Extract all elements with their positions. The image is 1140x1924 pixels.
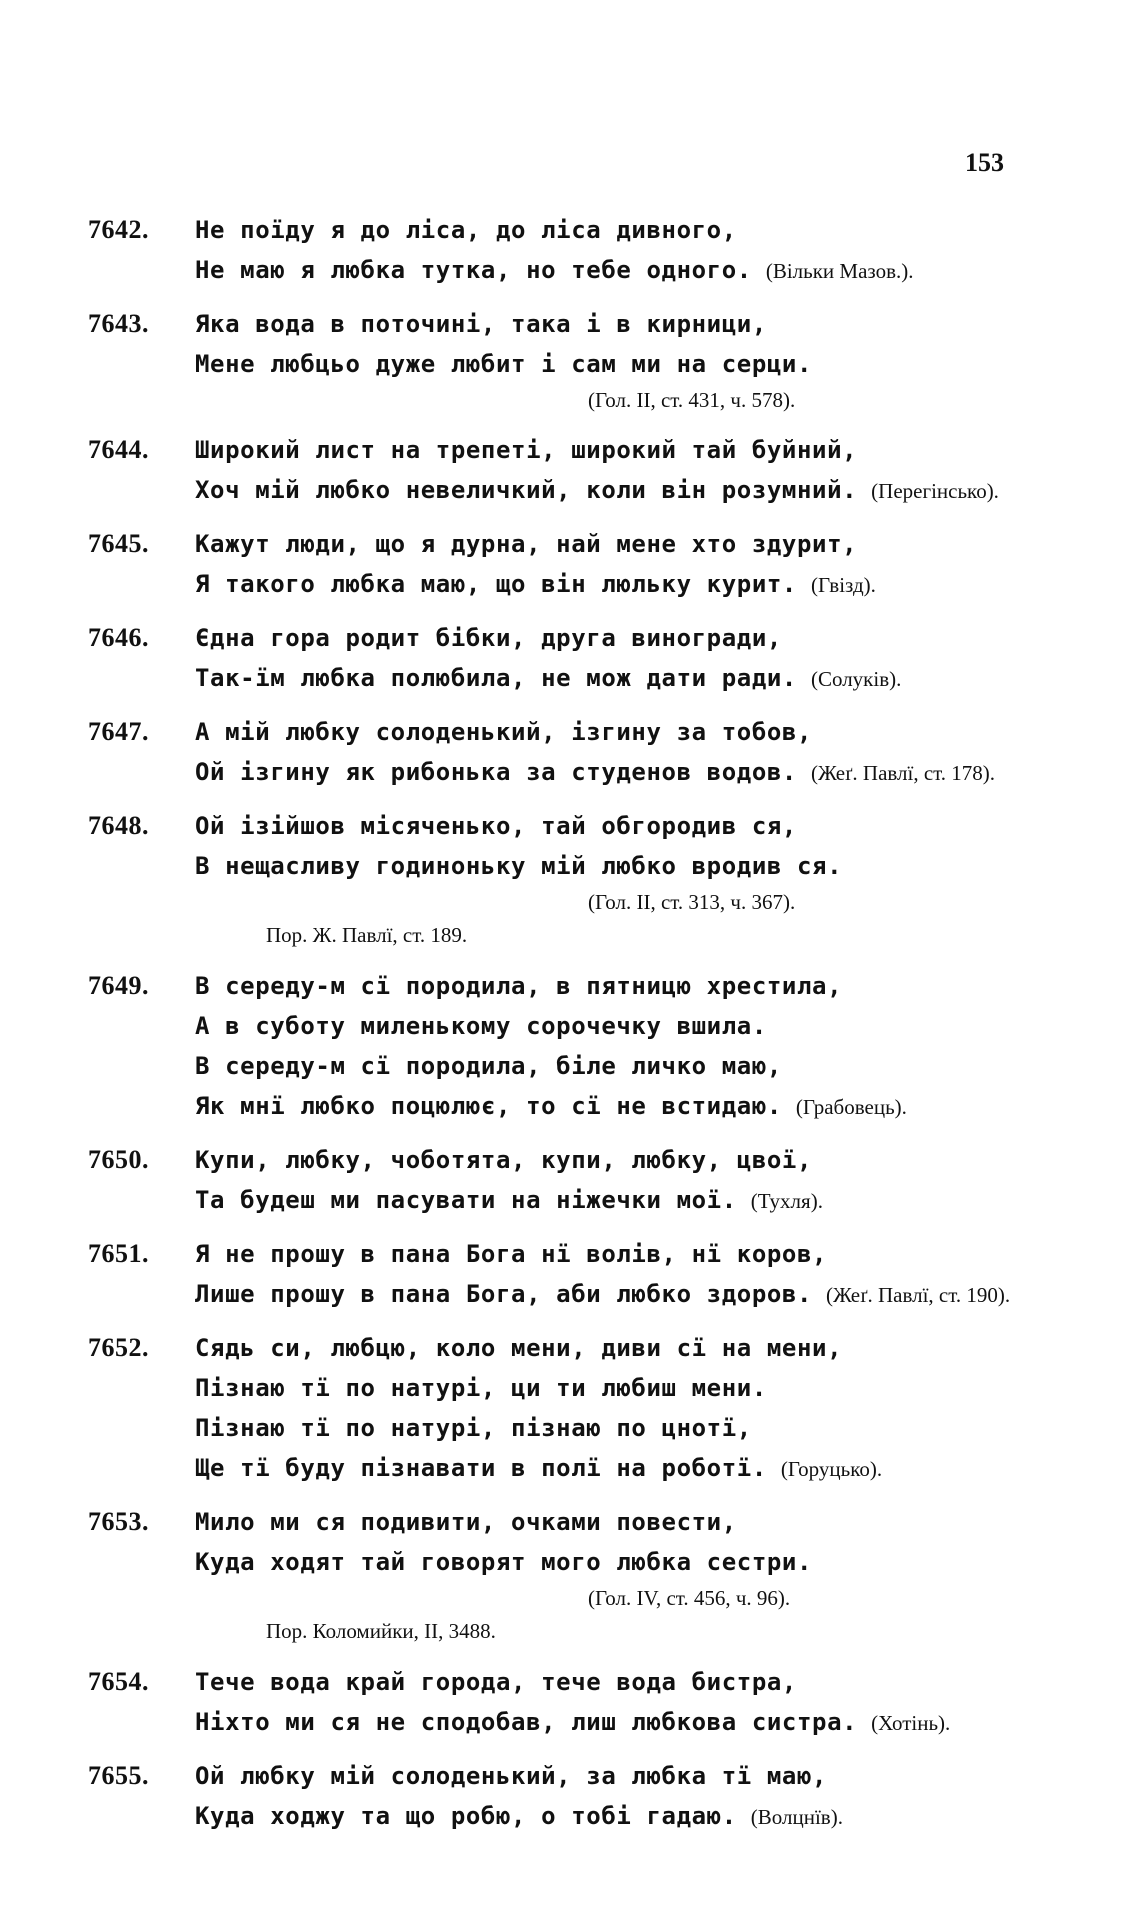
source-note: (Перегінсько).: [871, 479, 999, 503]
verse-number: 7654.: [88, 1667, 149, 1696]
source-note: (Гол. II, ст. 313, ч. 367).: [588, 890, 796, 914]
verse-line: В середу-м сї породила, біле личко маю,: [195, 1052, 782, 1080]
verse-number: 7644.: [88, 435, 149, 464]
verse-line: Не поїду я до ліса, до ліса дивного,: [195, 216, 737, 244]
source-note: (Волцнїв).: [750, 1805, 843, 1829]
verse-line: Хоч мій любко невеличкий, коли він розумний.: [195, 476, 858, 504]
verse-line: Кажут люди, що я дурна, най мене хто здурит,: [195, 530, 858, 558]
verse-line: Куда ходжу та що робю, о тобі гадаю.: [195, 1802, 737, 1830]
comparison-note: Пор. Ж. Павлї, ст. 189.: [266, 923, 468, 947]
verse-line: Купи, любку, чоботята, купи, любку, цвої,: [195, 1146, 813, 1174]
verse-line: Мило ми ся подивити, очками повести,: [195, 1508, 737, 1536]
verse-line: Тече вода край города, тече вода бистра,: [195, 1668, 797, 1696]
verse-entry-7647: [88, 712, 1078, 792]
verse-line: Сядь си, любцю, коло мени, диви сї на мени,: [195, 1334, 843, 1362]
verse-number: 7650.: [88, 1145, 149, 1174]
verse-number: 7649.: [88, 971, 149, 1000]
verse-line: Пізнаю тї по натурі, ци ти любиш мени.: [195, 1374, 767, 1402]
verse-number: 7651.: [88, 1239, 149, 1268]
verse-line: Пізнаю тї по натурі, пізнаю по цнотї,: [195, 1414, 752, 1442]
verse-entry-7644: [88, 430, 1078, 510]
verse-number: 7642.: [88, 215, 149, 244]
verse-line: Я не прошу в пана Бога нї волів, нї коров,: [195, 1240, 828, 1268]
verse-number: 7643.: [88, 309, 149, 338]
verse-entry-7653: [88, 1502, 1078, 1648]
verse-line: Куда ходят тай говорят мого любка сестри.: [195, 1548, 813, 1576]
verse-entry-7650: [88, 1140, 1078, 1220]
source-note: (Вільки Мазов.).: [765, 259, 914, 283]
verse-entry-7648: [88, 806, 1078, 952]
source-note: (Жеґ. Павлї, ст. 178).: [810, 761, 996, 785]
verse-line: Ой любку мій солоденький, за любка тї маю,: [195, 1762, 828, 1790]
source-note: (Гол. II, ст. 431, ч. 578).: [588, 388, 796, 412]
verse-entry-7652: [88, 1328, 1078, 1488]
verse-line: Ніхто ми ся не сподобав, лиш любкова систра.: [195, 1708, 858, 1736]
page-number: 153: [965, 148, 1004, 177]
verse-line: В нещасливу годиноньку мій любко вродив ся.: [195, 852, 843, 880]
verse-line: А мій любку солоденький, ізгину за тобов,: [195, 718, 813, 746]
verse-number: 7647.: [88, 717, 149, 746]
verse-entry-7651: [88, 1234, 1078, 1314]
source-note: (Грабовець).: [795, 1095, 907, 1119]
verse-entry-7654: [88, 1662, 1078, 1742]
source-note: (Гол. IV, ст. 456, ч. 96).: [588, 1586, 791, 1610]
source-note: (Гвізд).: [810, 573, 876, 597]
verse-line: Ще тї буду пізнавати в полї на роботї.: [195, 1454, 767, 1482]
source-note: (Горуцько).: [780, 1457, 883, 1481]
verse-entry-7646: [88, 618, 1078, 698]
verse-line: Так-їм любка полюбила, не мож дати ради.: [195, 664, 797, 692]
verse-entry-7643: [88, 304, 1078, 416]
source-note: (Солуків).: [810, 667, 902, 691]
verse-line: Та будеш ми пасувати на ніжечки мої.: [195, 1186, 737, 1214]
verse-number: 7646.: [88, 623, 149, 652]
verse-entry-7642: [88, 210, 1078, 290]
verse-entry-7645: [88, 524, 1078, 604]
verse-number: 7645.: [88, 529, 149, 558]
verse-entry-7649: [88, 966, 1078, 1126]
verse-line: Лише прошу в пана Бога, аби любко здоров.: [195, 1280, 813, 1308]
verse-number: 7648.: [88, 811, 149, 840]
verse-number: 7653.: [88, 1507, 149, 1536]
verse-line: Не маю я любка тутка, но тебе одного.: [195, 256, 752, 284]
verse-line: В середу-м сї породила, в пятницю хрестила,: [195, 972, 843, 1000]
verse-number: 7655.: [88, 1761, 149, 1790]
verse-line: Ой ізійшов місяченько, тай обгородив ся,: [195, 812, 797, 840]
source-note: (Тухля).: [750, 1189, 823, 1213]
comparison-note: Пор. Коломийки, II, 3488.: [266, 1619, 496, 1643]
verse-line: Я такого любка маю, що він люльку курит.: [195, 570, 797, 598]
verse-line: Яка вода в поточині, така і в кирници,: [195, 310, 767, 338]
verse-list: [88, 210, 1078, 1836]
verse-entry-7655: [88, 1756, 1078, 1836]
verse-line: Широкий лист на трепеті, широкий тай буйний,: [195, 436, 858, 464]
verse-number: 7652.: [88, 1333, 149, 1362]
verse-line: Ой ізгину як рибонька за студенов водов.: [195, 758, 797, 786]
verse-line: А в суботу миленькому сорочечку вшила.: [195, 1012, 767, 1040]
verse-line: Єдна гора родит бібки, друга виногради,: [195, 624, 782, 652]
verse-line: Мене любцьо дуже любит і сам ми на серци.: [195, 350, 813, 378]
verse-line: Як мнї любко поцюлює, то сї не встидаю.: [195, 1092, 782, 1120]
source-note: (Хотінь).: [871, 1711, 951, 1735]
source-note: (Жеґ. Павлї, ст. 190).: [826, 1283, 1011, 1307]
